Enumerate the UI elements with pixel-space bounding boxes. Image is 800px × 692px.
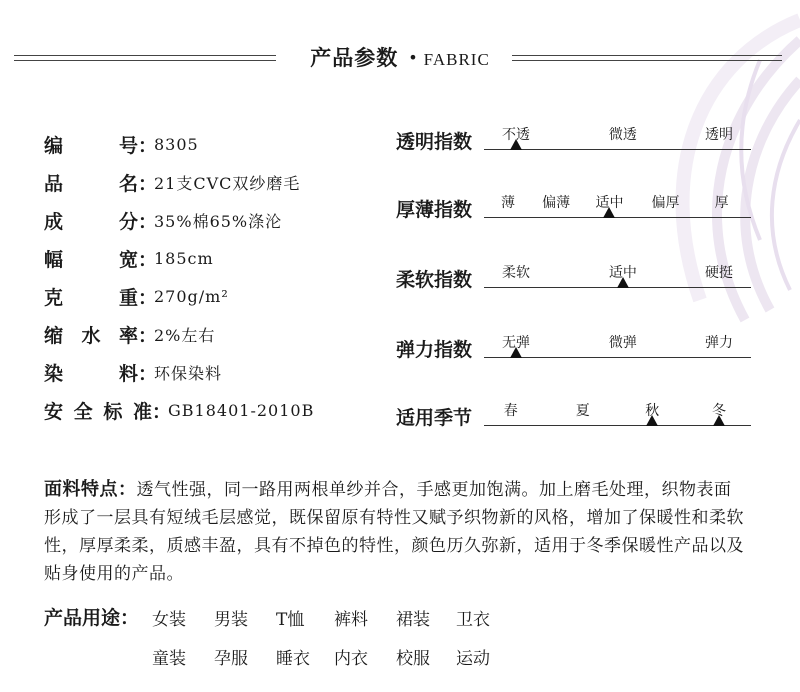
spec-label-char: 准 xyxy=(132,400,152,423)
spec-colon: ： xyxy=(138,248,158,271)
spec-label-char: 标 xyxy=(103,400,123,423)
spec-value: 环保染料 xyxy=(154,363,223,383)
spec-label-char: 缩 xyxy=(44,324,64,347)
scale-row xyxy=(396,332,756,380)
spec-colon: ： xyxy=(138,362,158,385)
spec-colon: ： xyxy=(138,210,158,233)
scale-line xyxy=(484,425,751,426)
scale-option: 秋 xyxy=(645,403,660,419)
usage-item: 卫衣 xyxy=(456,610,490,630)
scale-row xyxy=(396,192,756,240)
scale-option: 无弹 xyxy=(502,335,531,351)
scale-marker xyxy=(617,277,629,288)
spec-colon: ： xyxy=(138,172,158,195)
spec-row xyxy=(44,128,199,160)
scale-name: 透明指数 xyxy=(396,131,473,153)
spec-value: 21支CVC双纱磨毛 xyxy=(154,173,301,193)
scale-row xyxy=(396,262,756,310)
scale-marker xyxy=(646,415,658,426)
scale-marker xyxy=(603,207,615,218)
scale-row xyxy=(396,124,756,172)
spec-label-char: 安 xyxy=(44,400,64,423)
spec-label xyxy=(44,321,138,348)
spec-label-char: 料 xyxy=(118,362,138,385)
spec-value: 35%棉65%涤沦 xyxy=(154,211,283,231)
usage-item: 内衣 xyxy=(334,649,368,669)
scale-option: 薄 xyxy=(501,195,516,211)
scale-option: 透明 xyxy=(704,127,733,143)
title-separator: • xyxy=(408,48,418,67)
scale-name: 厚薄指数 xyxy=(396,199,473,221)
spec-colon: ： xyxy=(138,324,158,347)
usage-item: 女装 xyxy=(152,610,186,630)
spec-label-char: 名 xyxy=(118,172,138,195)
usage-item: 运动 xyxy=(456,649,490,669)
spec-row xyxy=(44,280,229,312)
usage-item: 男装 xyxy=(214,610,248,630)
spec-value: 8305 xyxy=(154,134,199,154)
scale-marker xyxy=(713,415,725,426)
spec-label-char: 号 xyxy=(118,134,138,157)
spec-label-char: 品 xyxy=(44,172,64,195)
scale-option: 不透 xyxy=(502,127,531,143)
scale-option: 夏 xyxy=(575,403,590,419)
spec-row xyxy=(44,356,222,388)
scale-name: 适用季节 xyxy=(396,407,473,429)
usage-item: T恤 xyxy=(276,610,305,630)
scale-name: 弹力指数 xyxy=(396,339,473,361)
spec-label-char: 幅 xyxy=(44,248,64,271)
section-subtitle: FABRIC xyxy=(423,50,490,69)
spec-value: 185cm xyxy=(154,248,214,268)
scale-row xyxy=(396,400,756,448)
spec-row xyxy=(44,394,314,426)
usage-label: 产品用途： xyxy=(44,607,140,629)
scale-name: 柔软指数 xyxy=(396,269,473,291)
spec-label-char: 编 xyxy=(44,134,64,157)
scale-option: 柔软 xyxy=(502,265,531,281)
scale-marker xyxy=(510,347,522,358)
usage-item: 裙装 xyxy=(396,610,430,630)
scale-option: 弹力 xyxy=(704,335,733,351)
usage-item: 校服 xyxy=(396,649,430,669)
fabric-features xyxy=(44,476,744,588)
section-title: 产品参数 xyxy=(310,46,399,70)
spec-label xyxy=(44,169,138,196)
usage-item: 童装 xyxy=(152,649,186,669)
spec-label-char: 分 xyxy=(118,210,138,233)
section-header xyxy=(0,42,800,72)
spec-label-char: 水 xyxy=(81,324,101,347)
usage-item: 裤料 xyxy=(334,610,368,630)
spec-label xyxy=(44,245,138,272)
scale-option: 冬 xyxy=(711,403,726,419)
scale-option: 适中 xyxy=(595,195,624,211)
features-text: 透气性强，同一路用两根单纱并合，手感更加饱满。加上磨毛处理，织物表面形成了一层具有短绒毛层感觉，既保留原有特性又赋予织物新的风格，增加了保暖性和柔软性，厚厚柔柔，质感丰盈，具有不掉色的特性，颜色历久弥新，适用于冬季保暖性产品以及贴身使用的产品。 xyxy=(44,480,744,584)
features-label: 面料特点： xyxy=(44,479,137,500)
spec-value: GB18401-2010B xyxy=(168,400,315,420)
spec-colon: ： xyxy=(138,134,158,157)
spec-label-char: 率 xyxy=(118,324,138,347)
spec-value: 270g/m² xyxy=(154,286,229,306)
spec-label-char: 全 xyxy=(73,400,93,423)
scale-marker xyxy=(510,139,522,150)
scale-option: 微透 xyxy=(608,127,637,143)
spec-colon: ： xyxy=(152,400,172,423)
spec-row xyxy=(44,166,300,198)
scale-option: 偏薄 xyxy=(542,195,571,211)
scale-line xyxy=(484,217,751,218)
spec-colon: ： xyxy=(138,286,158,309)
spec-label-char: 染 xyxy=(44,362,64,385)
spec-label xyxy=(44,131,138,158)
spec-row xyxy=(44,204,282,236)
scale-option: 微弹 xyxy=(608,335,637,351)
scale-option: 厚 xyxy=(714,195,729,211)
scale-option: 偏厚 xyxy=(651,195,680,211)
spec-label-char: 重 xyxy=(118,286,138,309)
scale-line xyxy=(484,357,751,358)
spec-label-char: 宽 xyxy=(118,248,138,271)
spec-value: 2%左右 xyxy=(154,325,216,345)
usage-item: 孕服 xyxy=(214,649,248,669)
scale-option: 春 xyxy=(503,403,518,419)
spec-row xyxy=(44,318,215,350)
spec-label xyxy=(44,283,138,310)
spec-label xyxy=(44,359,138,386)
spec-label xyxy=(44,207,138,234)
usage-item: 睡衣 xyxy=(276,649,310,669)
spec-label-char: 成 xyxy=(44,210,64,233)
scale-option: 硬挺 xyxy=(704,265,733,281)
spec-row xyxy=(44,242,214,274)
scale-line xyxy=(484,149,751,150)
scale-option: 适中 xyxy=(608,265,637,281)
spec-label-char: 克 xyxy=(44,286,64,309)
spec-label xyxy=(44,397,152,424)
